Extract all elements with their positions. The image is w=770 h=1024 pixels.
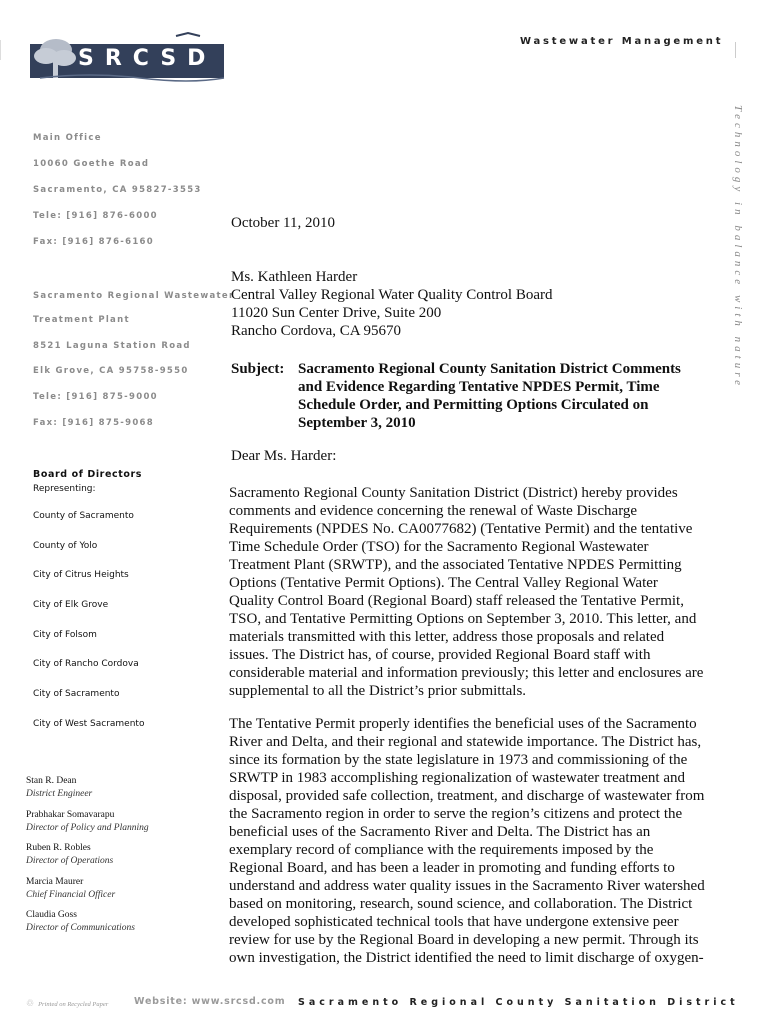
text-line: since its formation by the state legislature in 1973 and commissioning of the: [229, 752, 688, 768]
text-line: developed sophisticated technical tools that have undergone extensive peer: [229, 914, 679, 930]
text-line: Requirements (NPDES No. CA0077682) (Tentative Permit) and the tentative: [229, 521, 693, 537]
text-line: disposal, provided safe collection, treatment, and discharge of wastewater from: [229, 788, 705, 804]
subject-text: [298, 360, 718, 432]
plant-name-line1: Sacramento Regional Wastewater: [33, 291, 235, 301]
text-line: the Sacramento region in order to serve the region’s citizens and protect the: [229, 806, 683, 822]
subject-label: Subject:: [231, 361, 285, 377]
plant-tele: Tele: [916] 875-9000: [33, 392, 158, 402]
paragraph-2: [229, 715, 715, 967]
staff-name: Claudia Goss: [26, 910, 77, 920]
left-edge-line: [0, 40, 1, 60]
staff-title: Chief Financial Officer: [26, 890, 116, 900]
text-line: review for use by the Regional Board in developing a new permit. Through its: [229, 932, 699, 948]
text-line: comments and evidence concerning the renewal of Waste Discharge: [229, 503, 638, 519]
main-office-tele: Tele: [916] 876-6000: [33, 211, 158, 221]
text-line: understand and address water quality issues in the Sacramento River watershed: [229, 878, 705, 894]
board-member: County of Sacramento: [33, 511, 134, 521]
plant-name-line2: Treatment Plant: [33, 315, 130, 325]
staff-title: Director of Operations: [26, 856, 114, 866]
staff-title: District Engineer: [26, 789, 93, 799]
plant-fax: Fax: [916] 875-9068: [33, 418, 154, 428]
letter-date: October 11, 2010: [231, 215, 336, 231]
text-line: beneficial uses of the Sacramento River and Delta. The District has an: [229, 824, 651, 840]
logo-text: SRCSD: [78, 46, 217, 71]
salutation: Dear Ms. Harder:: [231, 448, 337, 464]
board-member: City of Folsom: [33, 630, 97, 640]
recipient-address: [231, 268, 711, 340]
text-line: Regional Board, and has been a leader in promoting and funding efforts to: [229, 860, 675, 876]
district-name-footer: Sacramento Regional County Sanitation District: [298, 997, 739, 1008]
main-office-city: Sacramento, CA 95827-3553: [33, 185, 202, 195]
text-line: materials transmitted with this letter, address those proposals and related: [229, 629, 665, 645]
staff-name: Ruben R. Robles: [26, 843, 91, 853]
subject-line: Schedule Order, and Permitting Options Circulated on: [298, 397, 649, 413]
board-representing: Representing:: [33, 484, 96, 494]
board-member: City of Sacramento: [33, 689, 120, 699]
main-office-title: Main Office: [33, 133, 102, 143]
recipient-line: 11020 Sun Center Drive, Suite 200: [231, 305, 442, 321]
main-office-street: 10060 Goethe Road: [33, 159, 150, 169]
staff-title: Director of Policy and Planning: [26, 823, 149, 833]
subject-line: Sacramento Regional County Sanitation District Comments: [298, 361, 681, 377]
text-line: Sacramento Regional County Sanitation District (District) hereby provides: [229, 485, 678, 501]
board-title: Board of Directors: [33, 469, 143, 480]
plant-city: Elk Grove, CA 95758-9550: [33, 366, 189, 376]
text-line: Quality Control Board (Regional Board) staff released the Tentative Permit,: [229, 593, 684, 609]
text-line: issues. The District has, of course, provided Regional Board staff with: [229, 647, 651, 663]
text-line: Options (Tentative Permit Options). The Central Valley Regional Water: [229, 575, 658, 591]
plant-street: 8521 Laguna Station Road: [33, 341, 191, 351]
subject-line: September 3, 2010: [298, 415, 416, 431]
division-title: Wastewater Management: [520, 36, 724, 47]
board-member: County of Yolo: [33, 541, 98, 551]
text-line: River and Delta, and their regional and statewide importance. The District has,: [229, 734, 702, 750]
text-line: The Tentative Permit properly identifies the beneficial uses of the Sacramento: [229, 716, 697, 732]
text-line: considerable material and information previously; this letter and enclosures are: [229, 665, 704, 681]
website-link[interactable]: Website: www.srcsd.com: [134, 996, 286, 1007]
board-member: City of Citrus Heights: [33, 570, 129, 580]
subject-line: and Evidence Regarding Tentative NPDES Permit, Time: [298, 379, 660, 395]
text-line: Treatment Plant (SRWTP), and the associated Tentative NPDES Permitting: [229, 557, 682, 573]
board-member: City of Rancho Cordova: [33, 659, 139, 669]
recipient-line: Rancho Cordova, CA 95670: [231, 323, 401, 339]
staff-name: Prabhakar Somavarapu: [26, 810, 115, 820]
recipient-line: Central Valley Regional Water Quality Control Board: [231, 287, 553, 303]
board-member: City of West Sacramento: [33, 719, 145, 729]
srcsd-logo: [30, 28, 226, 88]
recycled-text: Printed on Recycled Paper: [38, 1001, 109, 1008]
text-line: based on monitoring, research, sound science, and collaboration. The District: [229, 896, 693, 912]
text-line: TSO, and Tentative Permitting Options on September 3, 2010. This letter, and: [229, 611, 697, 627]
staff-title: Director of Communications: [26, 923, 135, 933]
text-line: Time Schedule Order (TSO) for the Sacramento Regional Wastewater: [229, 539, 649, 555]
staff-name: Stan R. Dean: [26, 776, 77, 786]
paragraph-1: [229, 484, 715, 700]
text-line: SRWTP in 1983 accomplishing regionalization of wastewater treatment and: [229, 770, 685, 786]
text-line: own investigation, the District identified the need to limit discharge of oxygen-: [229, 950, 704, 966]
text-line: supplemental to all the District’s prior submittals.: [229, 683, 527, 699]
recycle-icon: ♲: [26, 998, 35, 1008]
board-member: City of Elk Grove: [33, 600, 109, 610]
edge-line: [735, 42, 736, 58]
text-line: exemplary record of compliance with the requirements imposed by the: [229, 842, 654, 858]
staff-name: Marcia Maurer: [26, 877, 84, 887]
main-office-fax: Fax: [916] 876-6160: [33, 237, 154, 247]
recipient-line: Ms. Kathleen Harder: [231, 269, 358, 285]
recycled-note: [26, 998, 108, 1009]
vertical-tagline: Technology in balance with nature: [732, 105, 744, 389]
